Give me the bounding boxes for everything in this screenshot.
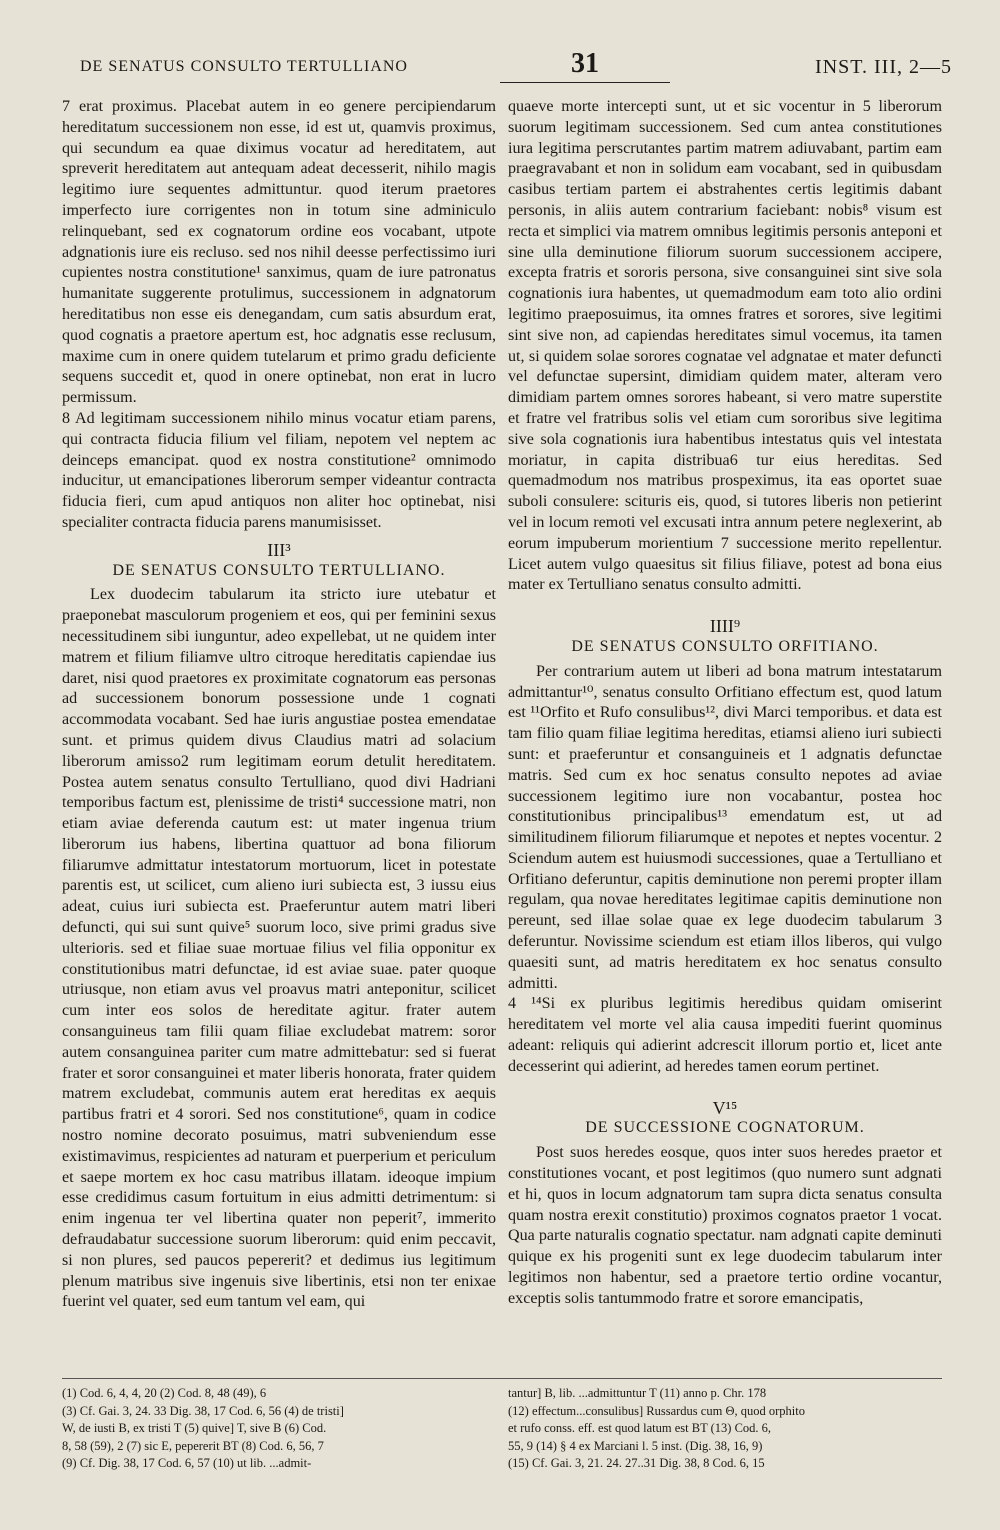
section-3-title: DE SENATUS CONSULTO TERTULLIANO. [112,561,446,579]
section-gap [508,1078,942,1092]
header-right-ref: INST. III, 2—5 [815,56,952,78]
footnote-line: (3) Cf. Gai. 3, 24. 33 Dig. 38, 17 Cod. 6, 56 (4) de tristi] [62,1403,344,1418]
footnote-line: et rufo conss. eff. est quod latum est BT (13) Cod. 6, [508,1421,772,1435]
section-5-number: V¹⁵ [712,1097,738,1118]
section-5-text: Post suos heredes eosque, quos inter suos heredes praetor et constitutiones vocant, et post legitimos (quo numero sunt adgnati et hi, quos in locum adgnatorum tam supra dicta senatus consulta quam nostra erexit constitutio) proximos cognatos praetor 1 vocat. Qua parte naturalis cognatio spectatur. nam adgnati capite deminuti quique ex his progeniti sunt ex lege duodecim tabularum inter legitimos non habentur, sed a praetore tertio ordine vocantur, exceptis solis tantummodo fratre et sorore emancipatis, [508,1144,942,1307]
section-3-number: III³ [267,539,291,560]
footnotes-left [62,1385,496,1473]
footnote-line: tantur] B, lib. ...admittuntur T (11) anno p. Chr. 178 [508,1386,767,1400]
section-4-paragraph-4: 4 ¹⁴Si ex pluribus legitimis heredibus quidam omiserint hereditatem vel morte vel alia causa impediti fuerint quominus adeant: reliquis qui adierint adcrescit illorum portio et, licet ante decesserint qui adierint, ad heredes tamen eorum pertinet. [508,995,942,1075]
footnote-line: 55, 9 (14) § 4 ex Marciani l. 5 inst. (Dig. 38, 16, 9) [508,1438,763,1453]
footnote-line: (9) Cf. Dig. 38, 17 Cod. 6, 57 (10) ut lib. ...admit- [62,1456,312,1470]
footnote-line: (1) Cod. 6, 4, 4, 20 (2) Cod. 8, 48 (49), 6 [62,1386,267,1400]
paragraph-8: 8 Ad legitimam successionem nihilo minus vocatur etiam parens, qui contracta fiducia filium vel filiam, nepotem vel neptem ac deinceps emancipat. quod ex nostra constitutione² omnimodo inducitur, ut emancipationes liberorum semper videantur contracta fiducia fieri, cum apud antiquos non aliter hoc optinebat, nisi specialiter contracta fiducia parens manumisisset. [62,409,496,531]
section-3-continuation: quaeve morte intercepti sunt, ut et sic vocentur in 5 liberorum suorum legitimam successionem. Sed cum antea constitutiones iura legitima perscrutantes partim matrem adiuvabant, partim eam praegravabant et non in solidum eam vocabant, sed in quibusdam casibus tertiam partem ei abstrahentes certis legitimis dabant personis, in aliis autem contrarium faciebant: nobis⁸ visum est recta et simplici via matrem omnibus legitimis personis anteponi et sine ulla deminutione filiorum suorum successionem accipere, excepta fratris et sororis persona, sive consanguinei sint sive sola cognationis iura habentes, ut quemadmodum eam toto alio ordini legitimo praeposuimus, ita omnes fratres et sorores, sive legitimi sint sive non, ad capiendas hereditates simul vocemus, ita tamen ut, si quidem solae sorores cognatae vel adgnatae et mater defuncti vel defunctae supersint, dimidiam quidem mater, alteram vero dimidiam partem omnes sorores habeant, si vero matre superstite et fratre vel fratribus solis vel etiam cum sororibus sive legitima sive sola cognationis iura habentibus intestatus quis vel intestata moriatur, in capita distribua6 tur eius hereditas. Sed quemadmodum nos matribus prospeximus, ita eas oportet suae suboli consulere: scituris eis, quod, si tutores liberis non petierint vel in locum remoti vel excusati intra annum petere neglexerint, ab eorum impuberum morientium 7 successione merito repellentur. Licet autem vulgo quaesitus sit filius filiave, potest ad bona eius mater ex Tertulliano senatus consulto admitti. [508,98,942,594]
section-4-text: Per contrarium autem ut liberi ad bona matrum intestatarum admittantur¹⁰, senatus consulto Orfitiano effectum est, quod latum est ¹¹Orfito et Rufo consulibus¹², divi Marci temporibus. et data est tam filio quam filiae legitima hereditas, etiamsi alieno iuri subiecti sunt: et praeferuntur et consanguineis et 1 adgnatis defunctae matris. Sed cum ex hoc senatus consulto nepotes ad aviae successionem legitimo iure non vocabantur, postea hoc constitutionibus principalibus¹³ emendatum est, ut ad similitudinem filiorum filiarumque et nepotes et neptes vocentur. 2 Sciendum autem est huiusmodi successiones, quae a Tertulliano et Orfitiano deferuntur, capitis deminutione non peremi propter illam regulam, qua novae hereditates legitimae capitis deminutione non pereunt, sed illae solae quae ex lege duodecim tabularum 3 deferuntur. Novissime sciendum est etiam illos liberos, qui vulgo quaesiti sunt, ad matris hereditatem ex hoc senatus consulto admitti. [508,662,942,992]
section-4-title: DE SENATUS CONSULTO ORFITIANO. [571,637,879,655]
footnote-line: (15) Cf. Gai. 3, 21. 24. 27..31 Dig. 38, 8 Cod. 6, 15 [508,1456,765,1470]
footnote-line: 8, 58 (59), 2 (7) sic E, pepererit BT (8) Cod. 6, 56, 7 [62,1438,324,1453]
left-column [62,97,496,1313]
header-left-title: DE SENATUS CONSULTO TERTULLIANO [80,58,408,75]
footnote-line: (12) effectum...consulibus] Russardus cum Θ, quod orphito [508,1403,805,1418]
footnote-line: W, de iusti B, ex tristi T (5) quive] T, sive B (6) Cod. [62,1421,327,1435]
paragraph-7: 7 erat proximus. Placebat autem in eo genere percipiendarum hereditatum successionem non esse, id est ut, quamvis proximus, qui secundum ea quae diximus vocatur ad hereditatem, aut spreverit hereditatem aut antequam adeat decesserit, nihilo magis legitimo iure sequentes admittuntur. quod iterum praetores imperfecto iure corrigentes non in totum sine adminiculo relinquebant, sed ex cognatorum ordine eos vocabant, utpote adgnationis iure eis recluso. sed nos nihil deesse perfectissimo iuri cupientes nostra constitutione¹ sanximus, quam de iure patronatus humanitate suggerente protulimus, successionem in adgnatorum hereditatibus non esse eis denegandam, cum satis absurdum erat, quod cognatis a praetore apertum est, hoc adgnatis esse reclusum, maxime cum in onere quidem tutelarum et primo gradu deficiente sequens succedit et, quod in onere optinebat, non erat in lucro permissum. [62,98,496,407]
page-number: 31 [571,48,599,79]
footnote-rule [62,1378,942,1379]
section-4-number: IIII⁹ [709,616,741,637]
section-5-title: DE SUCCESSIONE COGNATORUM. [585,1119,865,1137]
footnotes-right [508,1385,942,1473]
header-rule [500,82,670,83]
section-3-text: Lex duodecim tabularum ita stricto iure utebatur et praeponebat masculorum progeniem et eos, qui per feminini sexus necessitudinem sibi iunguntur, adeo expellebat, ut ne quidem inter matrem et filium filiamve ultro citroque hereditatis capiendae ius daret, nisi quod praetores ex proximitate cognatorum eas personas ad successionem bonorum possessione unde 1 cognati accommodata vocabant. Sed hae iuris angustiae postea emendatae sunt. et primus quidem divus Claudius matri ad solacium liberorum amisso2 rum legitimam eorum detulit hereditatem. Postea autem senatus consulto Tertulliano, quod divi Hadriani temporibus factum est, plenissime de tristi⁴ successione matri, non etiam aviae deferenda cautum est: ut mater ingenua trium liberorum ius habens, libertina quattuor ad bona filiorum filiarumve admittatur intestatorum mortuorum, licet in potestate parentis est, ut scilicet, cum alieno iuri subiecta est, 3 iussu eius adeat, cuius iuri subiecta est. Praeferuntur autem matri liberi defuncti, qui sui sunt quive⁵ suorum loco, sive primi gradus sive ulterioris. sed et filiae suae mortuae filius vel filia opponitur ex constitutionibus matri defunctae, id est aviae suae. pater quoque utriusque, non etiam avus vel proavus matri anteponitur, scilicet cum inter eos solos de hereditate agitur. frater autem consanguineus tam filii quam filiae excludebat matrem: soror autem consanguinea pariter cum matre admittebatur: sed si fuerat frater et soror consanguinei et mater liberis honorata, frater quidem matrem excludebat, communis autem erat hereditas ex aequis partibus fratri et 4 sorori. Sed nos constitutione⁶, quam in codice nostro nomine decorato posuimus, matri subveniendum esse existimavimus, respicientes ad naturam et puerperium et periculum et saepe mortem ex hoc casu matribus illatam. ideoque impium esse credidimus casum fortuitum in eius admitti detrimentum: si enim ingenua ter vel libertina quater non peperit⁷, immerito defraudabatur successione suorum liberorum: quid enim peccavit, si non plures, sed paucos pepererit? et dedimus ius legitimum plenum matribus sive ingenuis sive libertinis, etsi non ter enixae fuerint vel quater, sed eum tantum vel eam, qui [62,586,496,1311]
section-gap [508,596,942,610]
right-column [508,97,942,1310]
running-header [80,48,952,90]
